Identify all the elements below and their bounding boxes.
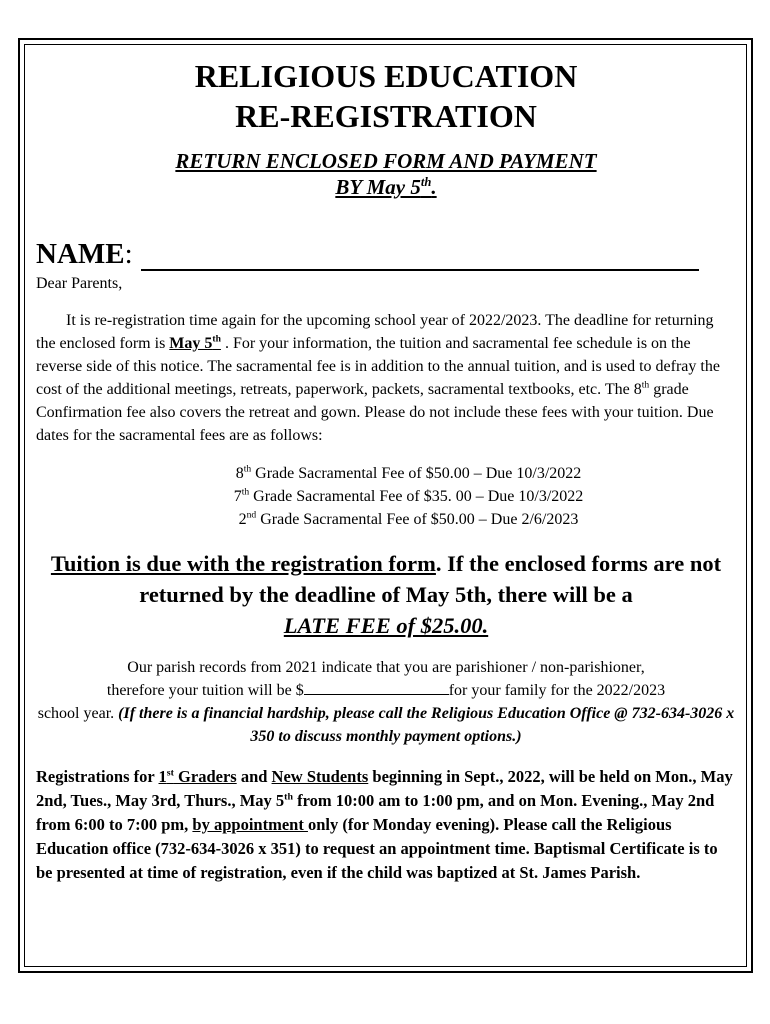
reg-text-1: Registrations for	[36, 767, 159, 786]
greeting: Dear Parents,	[36, 275, 123, 292]
tuition-amount-label: therefore your tuition will be $	[106, 682, 304, 699]
records-line-2	[36, 679, 736, 702]
school-year-text: school year.	[37, 705, 119, 722]
name-label: NAME	[36, 238, 125, 270]
subtitle-deadline: BY May 5	[335, 175, 421, 199]
fee-grade: 8	[235, 465, 244, 482]
first-graders	[159, 767, 237, 786]
subtitle-line-2	[36, 174, 736, 200]
fee-row	[81, 485, 736, 508]
fee-row	[81, 508, 736, 531]
first-grade-sup: st	[166, 767, 174, 779]
subtitle-deadline-sup: th	[420, 175, 432, 189]
sacramental-fee-list	[81, 462, 736, 531]
new-students: New Students	[271, 767, 369, 786]
intro-deadline-sup: th	[212, 333, 221, 345]
late-fee: LATE FEE of $25.00.	[283, 613, 489, 638]
tuition-amount-suffix: for your family for the 2022/2023	[448, 682, 666, 699]
intro-grade-sup: th	[641, 379, 650, 391]
first-grade-number: 1	[158, 767, 167, 786]
fee-text: Grade Sacramental Fee of $50.00 – Due 10/3/2022	[251, 465, 582, 482]
fee-grade-sup: th	[241, 486, 250, 498]
fee-row	[81, 462, 736, 485]
reg-date-sup: th	[284, 791, 293, 803]
registration-schedule-paragraph	[36, 765, 736, 885]
by-appointment: by appointment	[192, 815, 308, 834]
document-title	[36, 56, 736, 136]
tuition-notice	[36, 548, 736, 641]
tuition-deadline-text: . If the enclosed forms are not returned by the deadline of May 5th, there will be a	[139, 551, 722, 607]
fee-grade-sup: nd	[246, 509, 257, 521]
intro-text-2: . For your information, the tuition and sacramental fee schedule is on the reverse side of this notice. The sacramental fee is in addition to the annual tuition, and is used to defray the cost of the additional meetings, retreats, paperwork, packets, sacramental textbooks, etc. The 8	[36, 335, 720, 398]
subtitle-period: .	[431, 175, 437, 199]
title-line-1: RELIGIOUS EDUCATION	[194, 58, 578, 94]
fee-grade: 7	[233, 488, 242, 505]
reg-text-2: and	[236, 767, 272, 786]
tuition-amount-blank[interactable]	[304, 680, 449, 695]
fee-grade: 2	[238, 511, 247, 528]
parish-records-paragraph	[36, 656, 736, 748]
reg-text-3: beginning in Sept., 2022, will be held on Mon., May 2nd, Tues., May 3rd, Thurs., May 5	[36, 767, 733, 810]
intro-text-3: grade Confirmation fee also covers the retreat and gown. Please do not include these fees with your tuition. Due dates for the sacramental fees are as follows:	[36, 381, 714, 444]
first-grade-label: Graders	[173, 767, 237, 786]
intro-text-1: It is re-registration time again for the upcoming school year of 2022/2023. The deadline for returning the enclosed form is	[36, 312, 714, 352]
records-line-1: Our parish records from 2021 indicate that you are parishioner / non-parishioner,	[127, 659, 645, 676]
reg-text-5: only (for Monday evening). Please call the Religious Education office (732-634-3026 x 351) to request an appointment time. Baptismal Certificate is to be presented at time of registration, even if the child was baptized at St. James Parish.	[36, 815, 718, 882]
intro-paragraph	[36, 309, 736, 447]
title-line-2: RE-REGISTRATION	[235, 98, 537, 134]
return-instructions	[36, 148, 736, 200]
fee-text: Grade Sacramental Fee of $50.00 – Due 2/6/2023	[256, 511, 579, 528]
name-field-row: NAME :	[36, 238, 736, 271]
name-blank-line[interactable]	[141, 243, 699, 271]
tuition-due-text: Tuition is due with the registration form	[50, 551, 436, 576]
intro-deadline: May 5	[169, 335, 213, 352]
document-body	[36, 56, 736, 885]
fee-grade-sup: th	[243, 463, 252, 475]
fee-text: Grade Sacramental Fee of $35. 00 – Due 10/3/2022	[249, 488, 584, 505]
reg-text-4: from 10:00 am to 1:00 pm, and on Mon. Evening., May 2nd from 6:00 to 7:00 pm,	[36, 791, 715, 834]
subtitle-line-1: RETURN ENCLOSED FORM AND PAYMENT	[175, 149, 597, 173]
records-line-3	[36, 702, 736, 748]
financial-hardship-note: (If there is a financial hardship, please call the Religious Education Office @ 732-634-3026 x 350 to discuss monthly payment options.)	[118, 705, 735, 745]
